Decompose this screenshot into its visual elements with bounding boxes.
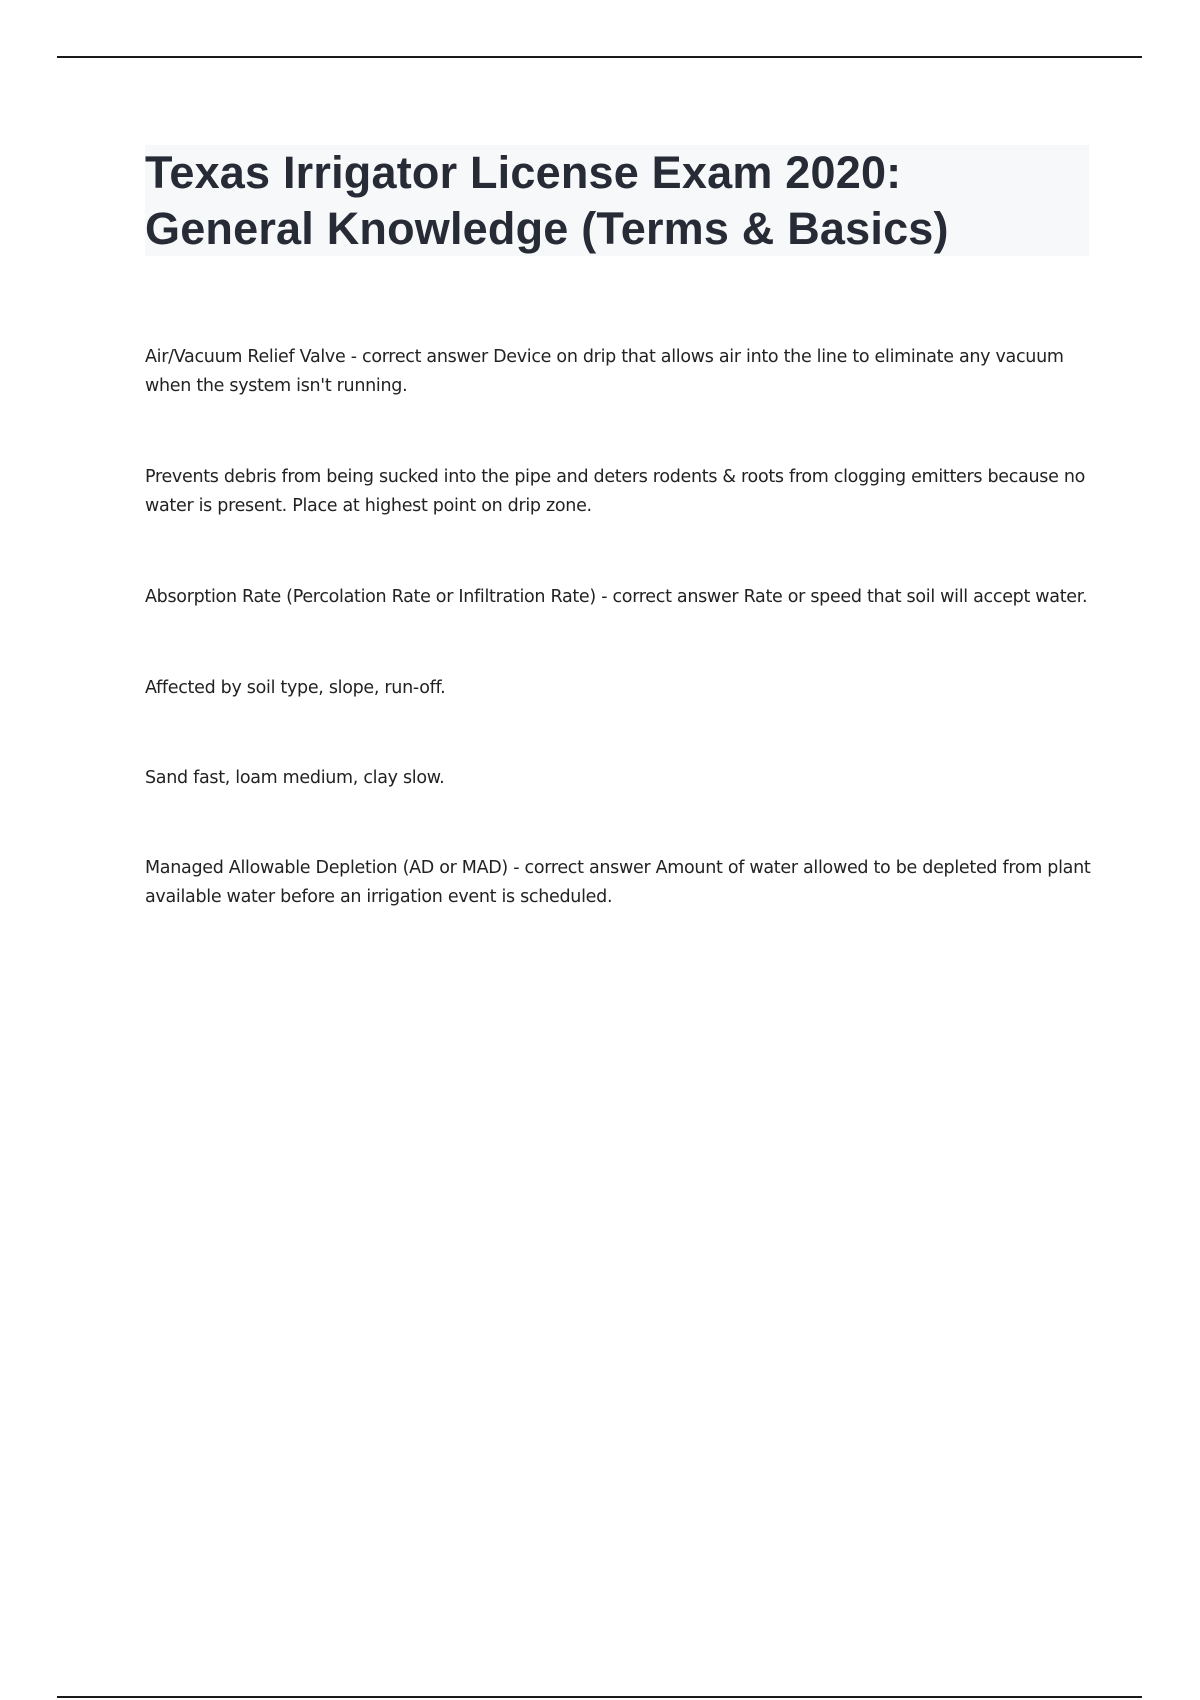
title-line-1: Texas Irrigator License Exam 2020: xyxy=(145,147,902,198)
title-block xyxy=(145,145,1089,256)
paragraph-sand-loam-clay: Sand fast, loam medium, clay slow. xyxy=(145,768,445,788)
paragraph-absorption-rate: Absorption Rate (Percolation Rate or Infiltration Rate) - correct answer Rate or speed that soil will accept water. xyxy=(145,587,1088,607)
header-rule xyxy=(57,56,1142,58)
paragraph-managed-allowable-depletion: Managed Allowable Depletion (AD or MAD) - correct answer Amount of water allowed to be depleted from plant available water before an irrigation event is scheduled. xyxy=(145,858,1091,907)
paragraph-affected-by: Affected by soil type, slope, run-off. xyxy=(145,678,446,698)
paragraph-air-vacuum-relief-valve: Air/Vacuum Relief Valve - correct answer Device on drip that allows air into the line to eliminate any vacuum when the system isn't running. xyxy=(145,347,1064,396)
document-title xyxy=(145,145,1089,257)
title-line-2: General Knowledge (Terms & Basics) xyxy=(145,203,949,254)
paragraph-prevents-debris: Prevents debris from being sucked into the pipe and deters rodents & roots from clogging emitters because no water is present. Place at highest point on drip zone. xyxy=(145,467,1086,516)
footer-rule xyxy=(57,1696,1142,1698)
document-body xyxy=(145,343,1095,912)
